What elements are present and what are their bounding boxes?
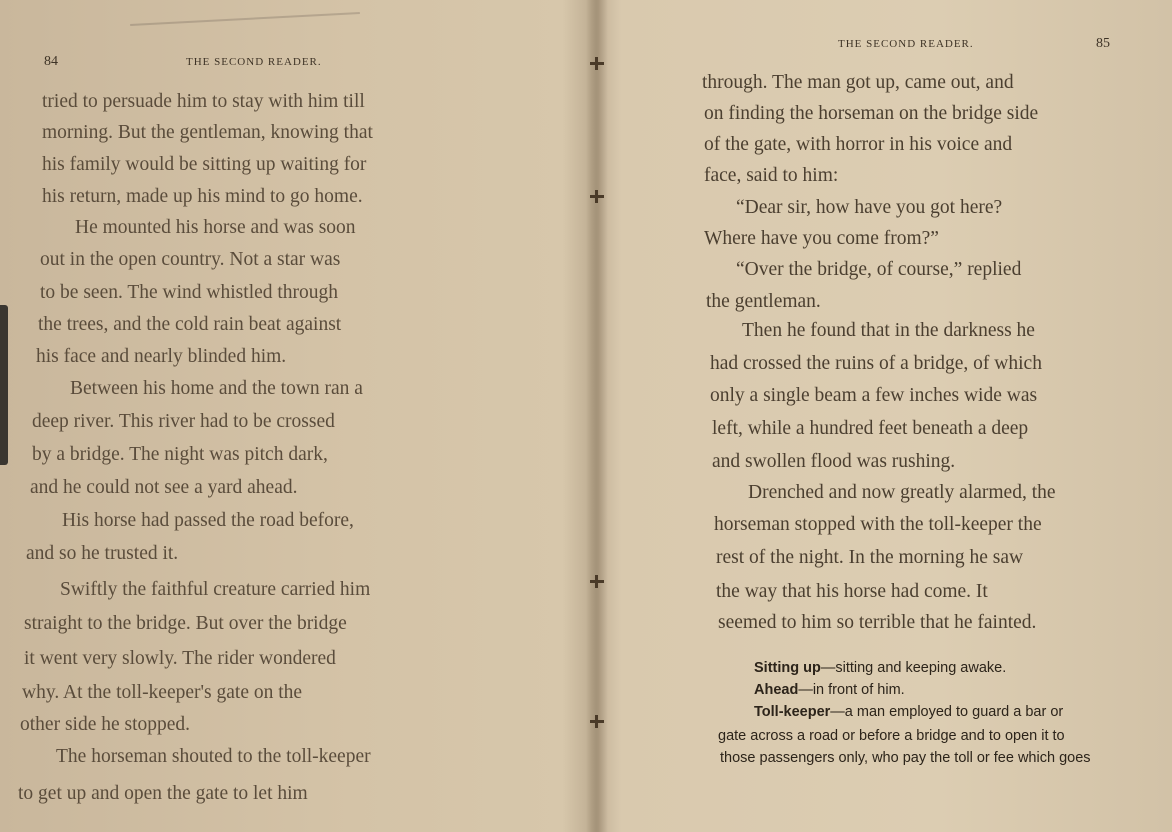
text-line: out in the open country. Not a star was — [40, 249, 341, 270]
running-head: THE SECOND READER. — [838, 38, 974, 50]
footnote-continuation: gate across a road or before a bridge and to open it to — [718, 728, 1065, 744]
text-line: seemed to him so terrible that he fainted. — [718, 612, 1037, 633]
text-line: deep river. This river had to be crossed — [32, 411, 335, 432]
text-line: through. The man got up, came out, and — [702, 72, 1014, 93]
text-line: his face and nearly blinded him. — [36, 346, 287, 367]
text-line: it went very slowly. The rider wondered — [24, 648, 336, 669]
running-head: THE SECOND READER. — [186, 56, 322, 68]
footnote — [754, 704, 1063, 720]
text-line: the gentleman. — [706, 291, 821, 312]
text-line: Then he found that in the darkness he — [742, 320, 1035, 341]
right-page — [600, 0, 1172, 832]
text-line: and he could not see a yard ahead. — [30, 477, 298, 498]
text-line: horseman stopped with the toll-keeper the — [714, 514, 1042, 535]
text-line: The horseman shouted to the toll-keeper — [56, 746, 371, 767]
text-line: other side he stopped. — [20, 714, 191, 735]
footnote — [754, 660, 1006, 676]
page-number: 84 — [44, 54, 58, 69]
text-line: morning. But the gentleman, knowing that — [42, 122, 373, 143]
text-line: “Over the bridge, of course,” replied — [736, 259, 1022, 280]
text-line: the way that his horse had come. It — [716, 581, 988, 602]
text-line: had crossed the ruins of a bridge, of which — [710, 353, 1042, 374]
text-line: on finding the horseman on the bridge side — [704, 103, 1039, 124]
text-line: the trees, and the cold rain beat against — [38, 314, 342, 335]
footnote-definition: —a man employed to guard a bar or — [830, 704, 1064, 720]
text-line: why. At the toll-keeper's gate on the — [22, 682, 303, 703]
text-line: of the gate, with horror in his voice and — [704, 134, 1013, 155]
text-line: face, said to him: — [704, 165, 839, 186]
text-line: His horse had passed the road before, — [62, 510, 354, 531]
text-line: rest of the night. In the morning he saw — [716, 547, 1024, 568]
text-line: Between his home and the town ran a — [70, 378, 363, 399]
text-line: his return, made up his mind to go home. — [42, 186, 363, 207]
footnote-term: Ahead — [754, 682, 799, 698]
footnote-term: Sitting up — [754, 660, 821, 676]
footnote-definition: —sitting and keeping awake. — [820, 660, 1007, 676]
text-line: left, while a hundred feet beneath a deep — [712, 418, 1029, 439]
text-line: Swiftly the faithful creature carried him — [60, 579, 371, 600]
footnote-continuation: those passengers only, who pay the toll or fee which goes — [720, 750, 1091, 766]
text-line: and so he trusted it. — [26, 543, 179, 564]
text-line: his family would be sitting up waiting for — [42, 154, 367, 175]
page-number: 85 — [1096, 36, 1110, 51]
text-line: only a single beam a few inches wide was — [710, 385, 1038, 406]
text-line: “Dear sir, how have you got here? — [736, 197, 1003, 218]
text-line: by a bridge. The night was pitch dark, — [32, 444, 328, 465]
text-line: tried to persuade him to stay with him till — [42, 91, 365, 112]
text-line: straight to the bridge. But over the bridge — [24, 613, 347, 634]
text-line: to get up and open the gate to let him — [18, 783, 308, 804]
text-line: to be seen. The wind whistled through — [40, 282, 339, 303]
footnote-term: Toll-keeper — [754, 704, 831, 720]
text-line: He mounted his horse and was soon — [75, 217, 356, 238]
text-line: Where have you come from?” — [704, 228, 939, 249]
footnote-definition: —in front of him. — [798, 682, 905, 698]
footnote — [754, 682, 905, 698]
text-line: Drenched and now greatly alarmed, the — [748, 482, 1056, 503]
text-line: and swollen flood was rushing. — [712, 451, 956, 472]
